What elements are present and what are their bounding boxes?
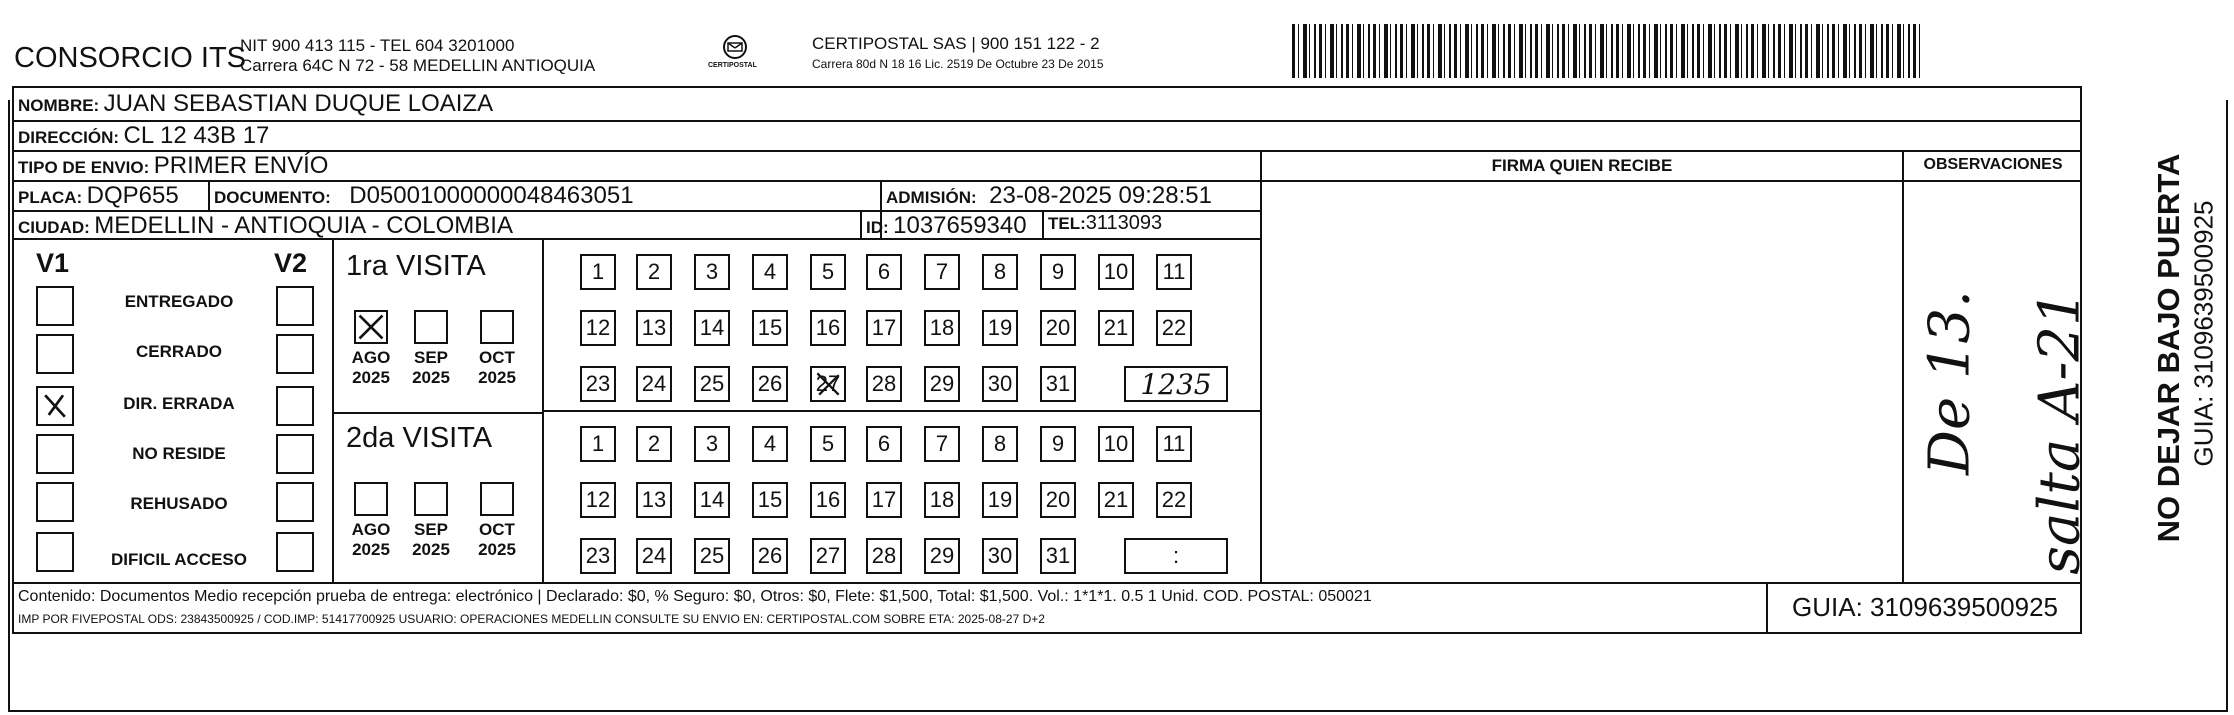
day-number: 4 [763,431,777,456]
day-number: 31 [1045,371,1071,396]
day-number: 7 [935,431,949,456]
day-number: 5 [821,431,835,456]
day-number: 7 [935,259,949,284]
month-name: SEP [413,520,449,539]
document-value: D05001000000048463051 [349,182,634,209]
day-cell[interactable] [924,482,960,518]
day-number: 14 [699,487,725,512]
v1-checkbox[interactable] [36,386,74,426]
day-number: 24 [641,543,667,568]
day-cell[interactable] [810,254,846,290]
day-number: 20 [1045,487,1071,512]
day-cell[interactable] [866,310,902,346]
day-number: 17 [871,487,897,512]
v2-checkbox[interactable] [276,386,314,426]
plate-row [18,182,179,210]
admission-label: ADMISIÓN: [886,188,977,207]
contents-line: Contenido: Documentos Medio recepción prueba de entrega: electrónico | Declarado: $0, % Seguro: $0, Otros: $0, Flete: $1,500, Total: $1,500. Vol.: 1*1*1. 0.5 1 Unid. COD. POSTAL: 050021 [18,588,1372,605]
day-cell[interactable] [1156,310,1192,346]
admission-value: 23-08-2025 09:28:51 [989,182,1212,209]
day-number: 22 [1161,315,1187,340]
certipostal-line-1: CERTIPOSTAL SAS | 900 151 122 - 2 [812,34,1100,53]
time-value: : [1172,543,1180,568]
day-cell[interactable] [924,426,960,462]
month-checkbox[interactable] [354,310,388,344]
month-name: SEP [413,348,449,367]
day-cell[interactable] [694,254,730,290]
day-cell[interactable] [636,366,672,402]
month-label [346,348,396,388]
admission-row [886,182,1212,210]
type-label: TIPO DE ENVIO: [18,158,150,177]
day-cell[interactable] [982,482,1018,518]
month-label [346,520,396,560]
month-name: OCT [479,348,515,367]
day-number: 9 [1051,259,1065,284]
day-number: 9 [1051,431,1065,456]
day-cell[interactable] [1156,426,1192,462]
month-year: 2025 [412,368,450,387]
day-cell[interactable] [694,482,730,518]
day-cell[interactable] [982,254,1018,290]
day-number: 28 [871,371,897,396]
time-value: 1235 [1140,367,1212,401]
day-cell[interactable] [580,254,616,290]
name-label: NOMBRE: [18,96,100,115]
day-cell[interactable] [580,426,616,462]
day-number: 4 [763,259,777,284]
day-number: 3 [705,431,719,456]
logo-text: CERTIPOSTAL [708,62,757,69]
side-warning: NO DEJAR BAJO PUERTA [2151,153,2186,543]
day-number: 10 [1103,431,1129,456]
day-number: 16 [815,315,841,340]
day-cell[interactable] [924,366,960,402]
day-cell[interactable] [636,254,672,290]
v2-checkbox[interactable] [276,434,314,474]
day-number: 26 [757,371,783,396]
day-number: 23 [585,543,611,568]
v1-header: V1 [36,248,70,278]
day-cell[interactable] [924,538,960,574]
day-number: 8 [993,259,1007,284]
day-cell[interactable] [1098,482,1134,518]
day-number: 29 [929,371,955,396]
day-number: 30 [987,371,1013,396]
day-number: 19 [987,487,1013,512]
day-cell[interactable] [636,482,672,518]
day-cell[interactable] [752,254,788,290]
day-number: 12 [585,487,611,512]
day-number: 18 [929,315,955,340]
visit-title: 1ra VISITA [346,250,486,282]
month-name: OCT [479,520,515,539]
month-label [472,520,522,560]
day-number: 2 [647,431,661,456]
v1-checkbox[interactable] [36,532,74,572]
day-cell[interactable] [1040,426,1076,462]
observation-note-1[interactable]: De 13. [1917,290,1983,475]
day-cell[interactable] [810,538,846,574]
v2-checkbox[interactable] [276,286,314,326]
month-checkbox[interactable] [480,482,514,516]
recipient-name: JUAN SEBASTIAN DUQUE LOAIZA [103,90,494,117]
plate-value: DQP655 [86,182,179,209]
day-number: 28 [871,543,897,568]
day-cell[interactable] [866,254,902,290]
day-cell[interactable] [982,310,1018,346]
plate-label: PLACA: [18,188,83,207]
day-number: 22 [1161,487,1187,512]
city-row [18,212,513,240]
month-checkbox[interactable] [414,310,448,344]
month-label [406,520,456,560]
day-number: 31 [1045,543,1071,568]
day-cell[interactable] [1040,254,1076,290]
id-label: ID: [866,218,889,237]
month-year: 2025 [478,540,516,559]
day-cell[interactable] [924,310,960,346]
day-cell[interactable] [694,310,730,346]
day-number: 12 [585,315,611,340]
status-label: REHUSADO [130,494,228,513]
status-label: ENTREGADO [124,292,234,311]
day-number: 1 [591,431,605,456]
month-checkbox[interactable] [354,482,388,516]
day-cell[interactable] [636,538,672,574]
day-cell[interactable] [752,310,788,346]
day-cell[interactable] [1040,310,1076,346]
v2-checkbox[interactable] [276,482,314,522]
status-label: DIR. ERRADA [123,394,235,413]
document-row [214,182,634,210]
time-field[interactable] [1124,366,1228,402]
name-row [18,90,493,118]
v2-checkbox[interactable] [276,334,314,374]
day-cell[interactable] [924,254,960,290]
day-number: 25 [699,371,725,396]
day-cell[interactable] [982,366,1018,402]
day-number: 3 [705,259,719,284]
month-year: 2025 [352,540,390,559]
day-cell[interactable] [1098,426,1134,462]
day-cell[interactable] [580,310,616,346]
company-name: CONSORCIO ITS [14,42,247,74]
day-cell[interactable] [580,538,616,574]
month-checkbox[interactable] [414,482,448,516]
day-cell[interactable] [636,310,672,346]
imp-line: IMP POR FIVEPOSTAL ODS: 23843500925 / COD.IMP: 51417700925 USUARIO: OPERACIONES MEDELLIN CONSULTE SU ENVIO EN: CERTIPOSTAL.COM SOBRE ETA: 2025-08-27 D+2 [18,612,1045,626]
day-cell[interactable] [694,426,730,462]
day-cell[interactable] [982,426,1018,462]
day-cell[interactable] [866,538,902,574]
day-cell[interactable] [1156,254,1192,290]
status-label: CERRADO [136,342,222,361]
tel-row [1048,212,1162,235]
day-cell[interactable] [1040,482,1076,518]
day-cell[interactable] [636,426,672,462]
day-number: 26 [757,543,783,568]
city-label: CIUDAD: [18,218,90,237]
day-number: 27 [815,371,841,396]
status-label: NO RESIDE [132,444,226,463]
day-number: 25 [699,543,725,568]
day-number: 1 [591,259,605,284]
day-cell[interactable] [1156,482,1192,518]
day-cell[interactable] [694,538,730,574]
month-year: 2025 [478,368,516,387]
tel-value: 3113093 [1085,212,1163,234]
v1-checkbox[interactable] [36,334,74,374]
type-row [18,152,328,180]
day-cell[interactable] [866,426,902,462]
day-number: 6 [877,431,891,456]
day-number: 18 [929,487,955,512]
month-name: AGO [351,348,391,367]
day-cell[interactable] [580,482,616,518]
day-number: 10 [1103,259,1129,284]
barcode [1292,24,1922,78]
city-value: MEDELLIN - ANTIOQUIA - COLOMBIA [94,212,513,239]
tel-label: TEL: [1048,214,1086,233]
side-guia: GUIA: 3109639500925 [2188,200,2219,467]
day-cell[interactable] [752,538,788,574]
day-number: 24 [641,371,667,396]
day-cell[interactable] [1098,254,1134,290]
day-cell[interactable] [866,366,902,402]
v2-header: V2 [274,248,308,278]
signature-header: FIRMA QUIEN RECIBE [1491,156,1673,175]
day-cell[interactable] [752,482,788,518]
day-cell[interactable] [752,426,788,462]
day-number: 21 [1103,315,1129,340]
document-label: DOCUMENTO: [214,188,331,207]
certipostal-line-2: Carrera 80d N 18 16 Lic. 2519 De Octubre 23 De 2015 [812,57,1104,71]
address-row [18,122,269,150]
v1-checkbox[interactable] [36,286,74,326]
day-cell[interactable] [1098,310,1134,346]
month-year: 2025 [412,540,450,559]
id-row [866,212,1027,240]
day-number: 8 [993,431,1007,456]
day-number: 30 [987,543,1013,568]
day-number: 29 [929,543,955,568]
day-number: 19 [987,315,1013,340]
day-cell[interactable] [1040,538,1076,574]
footer-guia: GUIA: 3109639500925 [1792,592,2058,622]
v1-checkbox[interactable] [36,482,74,522]
day-number: 27 [815,543,841,568]
day-cell[interactable] [810,366,846,402]
status-label: DIFICIL ACCESO [110,550,247,569]
day-number: 5 [821,259,835,284]
day-number: 20 [1045,315,1071,340]
id-value: 1037659340 [893,212,1027,239]
day-cell[interactable] [694,366,730,402]
day-number: 13 [641,315,667,340]
day-number: 11 [1162,259,1186,284]
day-cell[interactable] [1040,366,1076,402]
day-number: 14 [699,315,725,340]
day-cell[interactable] [810,482,846,518]
day-cell[interactable] [752,366,788,402]
month-year: 2025 [352,368,390,387]
day-number: 23 [585,371,611,396]
day-number: 21 [1103,487,1129,512]
time-field[interactable] [1124,538,1228,574]
company-line-1: NIT 900 413 115 - TEL 604 3201000 [240,36,515,55]
day-cell[interactable] [810,310,846,346]
month-label [472,348,522,388]
shipment-type: PRIMER ENVÍO [153,152,329,179]
observations-header: OBSERVACIONES [1923,156,2063,173]
day-number: 16 [815,487,841,512]
day-number: 17 [871,315,897,340]
day-cell[interactable] [810,426,846,462]
month-name: AGO [351,520,391,539]
day-cell[interactable] [866,482,902,518]
visit-title: 2da VISITA [346,422,493,454]
observation-note-2[interactable]: salta A-21 [2027,290,2093,575]
month-checkbox[interactable] [480,310,514,344]
address-label: DIRECCIÓN: [18,128,120,147]
v2-checkbox[interactable] [276,532,314,572]
v1-checkbox[interactable] [36,434,74,474]
day-mark [812,368,844,400]
recipient-address: CL 12 43B 17 [123,122,270,149]
month-label [406,348,456,388]
day-number: 2 [647,259,661,284]
day-number: 15 [757,487,783,512]
day-number: 15 [757,315,783,340]
day-number: 6 [877,259,891,284]
day-cell[interactable] [580,366,616,402]
day-number: 11 [1162,431,1186,456]
company-line-2: Carrera 64C N 72 - 58 MEDELLIN ANTIOQUIA [240,56,596,75]
day-number: 13 [641,487,667,512]
day-cell[interactable] [982,538,1018,574]
